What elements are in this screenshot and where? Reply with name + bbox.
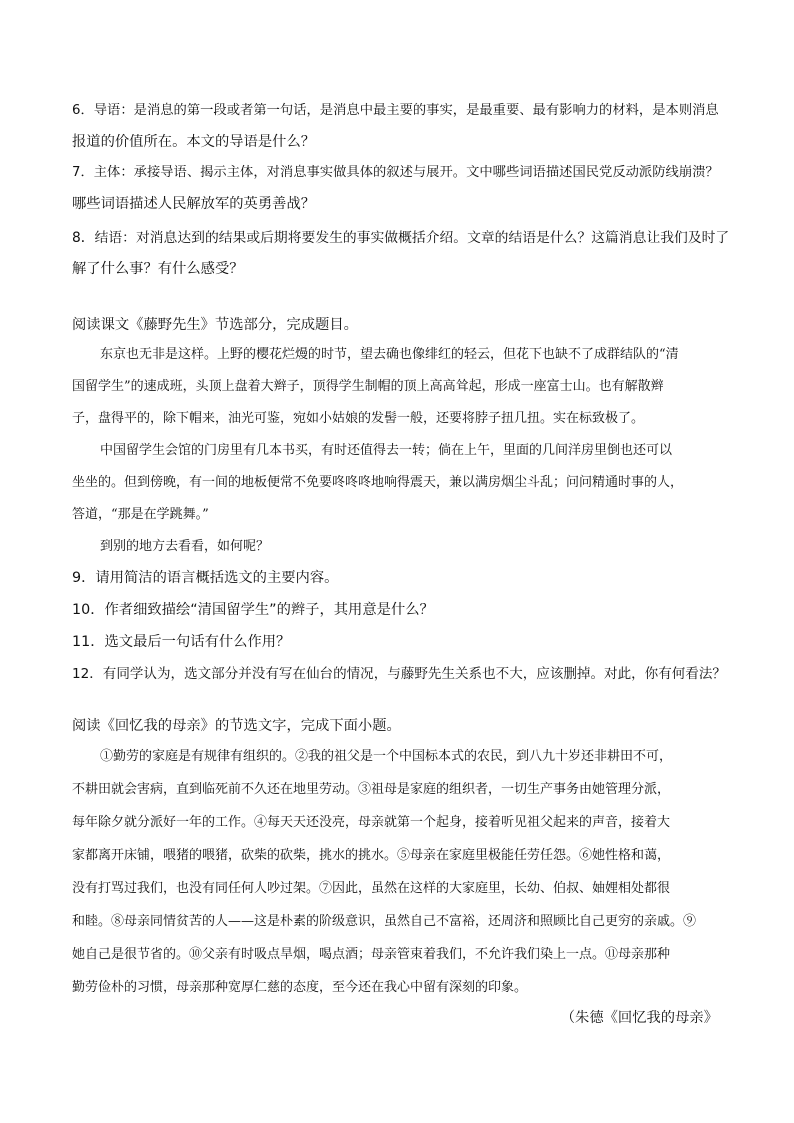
passage-3-source: （朱德《回忆我的母亲》 (560, 1010, 718, 1026)
question-8-line-2: 解了什么事？有什么感受？ (72, 261, 244, 277)
passage-2-line-2: 国留学生”的速成班，头顶上盘着大辫子，顶得学生制帽的顶上高高耸起，形成一座富士山。也有解散辫 (72, 379, 664, 394)
question-11: 11．选文最后一句话有什么作用？ (72, 634, 291, 650)
question-6-line-1: 6．导语：是消息的第一段或者第一句话，是消息中最主要的事实，是最重要、最有影响力的材料，是本则消息 (72, 103, 719, 118)
passage-2-line-3: 子，盘得平的，除下帽来，油光可鉴，宛如小姑娘的发髻一般，还要将脖子扭几扭。实在标致极了。 (72, 411, 645, 426)
question-7-line-2: 哪些词语描述人民解放军的英勇善战？ (72, 196, 316, 212)
passage-3-line-8: 勤劳俭朴的习惯，母亲那种宽厚仁慈的态度，至今还在我心中留有深刻的印象。 (72, 980, 528, 995)
passage-3-line-4: 家都离开床铺，喂猪的喂猪，砍柴的砍柴，挑水的挑水。⑤母亲在家庭里极能任劳任怨。⑥她性格和蔼， (72, 848, 671, 863)
passage-3-line-2: 不耕田就会害病，直到临死前不久还在地里劳动。③祖母是家庭的组织者，一切生产事务由她管理分派， (72, 782, 671, 797)
section-3-intro: 阅读《回忆我的母亲》的节选文字，完成下面小题。 (72, 718, 401, 734)
passage-2-line-6: 答道，“那是在学跳舞。” (72, 507, 209, 522)
passage-3-line-7: 她自己是很节省的。⑩父亲有时吸点旱烟，喝点酒；母亲管束着我们，不允许我们染上一点。⑪母亲那种 (72, 947, 671, 962)
passage-3-line-6: 和睦。⑧母亲同情贫苦的人——这是朴素的阶级意识，虽然自己不富裕，还周济和照顾比自己更穷的亲戚。⑨ (72, 914, 697, 929)
question-7-line-1: 7．主体：承接导语、揭示主体，对消息事实做具体的叙述与展开。文中哪些词语描述国民党反动派防线崩溃？ (72, 165, 719, 180)
question-8-line-1: 8．结语：对消息达到的结果或后期将要发生的事实做概括介绍。文章的结语是什么？这篇消息让我们及时了 (72, 230, 730, 246)
passage-2-line-1: 东京也无非是这样。上野的樱花烂熳的时节，望去确也像绯红的轻云，但花下也缺不了成群结队的“清 (100, 347, 679, 362)
question-6-line-2: 报道的价值所在。本文的导语是什么？ (72, 134, 316, 150)
question-12: 12．有同学认为，选文部分并没有写在仙台的情况，与藤野先生关系也不大，应该删掉。对此，你有何看法？ (72, 666, 726, 682)
section-2-intro: 阅读课文《藤野先生》节选部分，完成题目。 (72, 317, 358, 333)
question-9: 9．请用简洁的语言概括选文的主要内容。 (72, 570, 339, 586)
passage-2-line-7: 到别的地方去看看，如何呢？ (100, 539, 270, 554)
question-10: 10．作者细致描绘“清国留学生”的辫子，其用意是什么？ (72, 602, 434, 618)
passage-3-line-3: 每年除夕就分派好一年的工作。④每天天还没亮，母亲就第一个起身，接着听见祖父起来的声音，接着大 (72, 815, 671, 830)
passage-2-line-5: 坐坐的。但到傍晚，有一间的地板便常不免要咚咚咚地响得震天，兼以满房烟尘斗乱；问问精通时事的人， (72, 475, 684, 490)
passage-3-line-5: 没有打骂过我们，也没有同任何人吵过架。⑦因此，虽然在这样的大家庭里，长幼、伯叔、妯娌相处都很 (72, 881, 671, 896)
passage-3-line-1: ①勤劳的家庭是有规律有组织的。②我的祖父是一个中国标本式的农民，到八九十岁还非耕田不可， (100, 749, 673, 764)
passage-2-line-4: 中国留学生会馆的门房里有几本书买，有时还值得去一转；倘在上午，里面的几间洋房里倒也还可以 (100, 443, 673, 458)
